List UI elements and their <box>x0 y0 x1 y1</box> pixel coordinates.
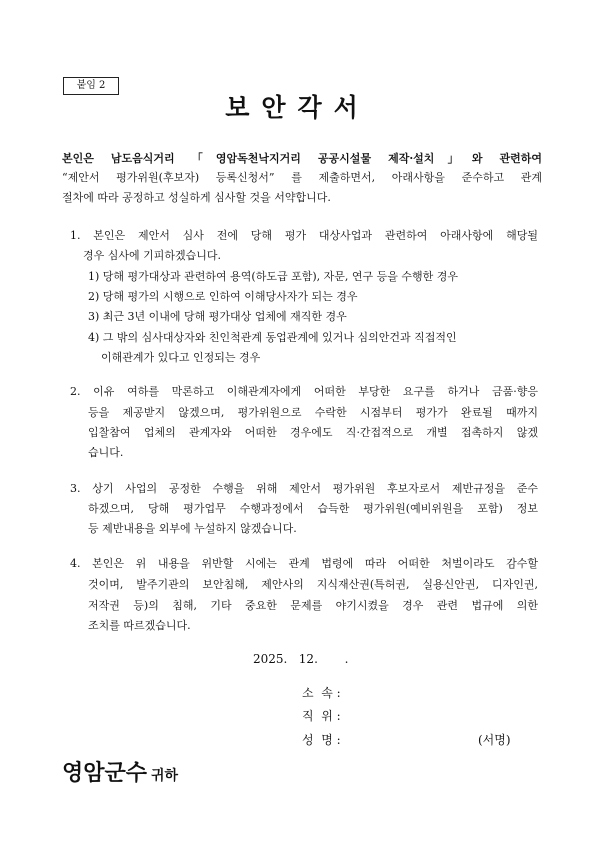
item-2-line-3: 입찰참여 업체의 관계자와 어떠한 경우에도 직·간접적으로 개별 접촉하지 않겠 <box>88 426 538 439</box>
attachment-label: 붙임 2 <box>63 77 119 95</box>
item-4-line-4: 조치를 따르겠습니다. <box>88 619 191 632</box>
item-1-sub-2: 2) 당해 평가의 시행으로 인하여 이해당사자가 되는 경우 <box>88 290 358 303</box>
addressee <box>62 756 178 787</box>
item-1-sub-4-line-2: 이해관계가 있다고 인정되는 경우 <box>101 351 261 364</box>
affiliation-label: 소 속 : <box>302 686 341 700</box>
item-1-line-1: 1. 본인은 제안서 심사 전에 당해 평가 대상사업과 관련하여 아래사항에 해당될 <box>70 229 538 242</box>
intro-line-3: 절차에 따라 공정하고 성실하게 심사할 것을 서약합니다. <box>62 191 331 204</box>
item-2-line-4: 습니다. <box>88 446 124 459</box>
position-label: 직 위 : <box>302 709 341 723</box>
item-1-sub-3: 3) 최근 3년 이내에 당해 평가대상 업체에 재직한 경우 <box>88 310 347 323</box>
addressee-name: 영암군수 <box>62 761 148 786</box>
intro-line-2: “제안서 평가위원(후보자) 등록신청서” 를 제출하면서, 아래사항을 준수하고 관계 <box>62 171 542 184</box>
item-4-line-1: 4. 본인은 위 내용을 위반할 시에는 관계 법령에 따라 어떠한 처벌이라도 감수할 <box>70 557 538 570</box>
document-title: 보안각서 <box>225 93 370 122</box>
item-3-line-3: 등 제반내용을 외부에 누설하지 않겠습니다. <box>88 522 297 535</box>
item-1-sub-1: 1) 당해 평가대상과 관련하여 용역(하도급 포함), 자문, 연구 등을 수행한 경우 <box>88 270 458 283</box>
item-2-line-1: 2. 이유 여하를 막론하고 이해관계자에게 어떠한 부당한 요구를 하거나 금품·향응 <box>70 385 538 398</box>
item-3-line-2: 하겠으며, 당해 평가업무 수행과정에서 습득한 평가위원(예비위원을 포함) 정보 <box>88 502 538 515</box>
item-2-line-2: 등을 제공받지 않겠으며, 평가위원으로 수락한 시점부터 평가가 완료될 때까지 <box>88 406 538 419</box>
name-label: 성 명 : <box>302 733 341 747</box>
item-3-line-1: 3. 상기 사업의 공정한 수행을 위해 제안서 평가위원 후보자로서 제반규정을 준수 <box>70 482 538 495</box>
intro-line-1: 본인은 남도음식거리 「영암독천낙지거리 공공시설물 제작·설치」와 관련하여 <box>62 152 542 165</box>
addressee-honorific: 귀하 <box>151 768 179 784</box>
pledge-date: 2025. 12. . <box>253 652 349 666</box>
item-1-sub-4-line-1: 4) 그 밖의 심사대상자와 친인척관계 동업관계에 있거나 심의안건과 직접적인 <box>88 331 457 344</box>
item-1-line-2: 경우 심사에 기피하겠습니다. <box>83 249 222 262</box>
signature-mark-label: (서명) <box>478 733 511 747</box>
item-4-line-3: 저작권 등)의 침해, 기타 중요한 문제를 야기시켰을 경우 관련 법규에 의한 <box>88 599 538 612</box>
item-4-line-2: 것이며, 발주기관의 보안침해, 제안사의 지식재산권(특허권, 실용신안권, 디자인권, <box>88 578 538 591</box>
